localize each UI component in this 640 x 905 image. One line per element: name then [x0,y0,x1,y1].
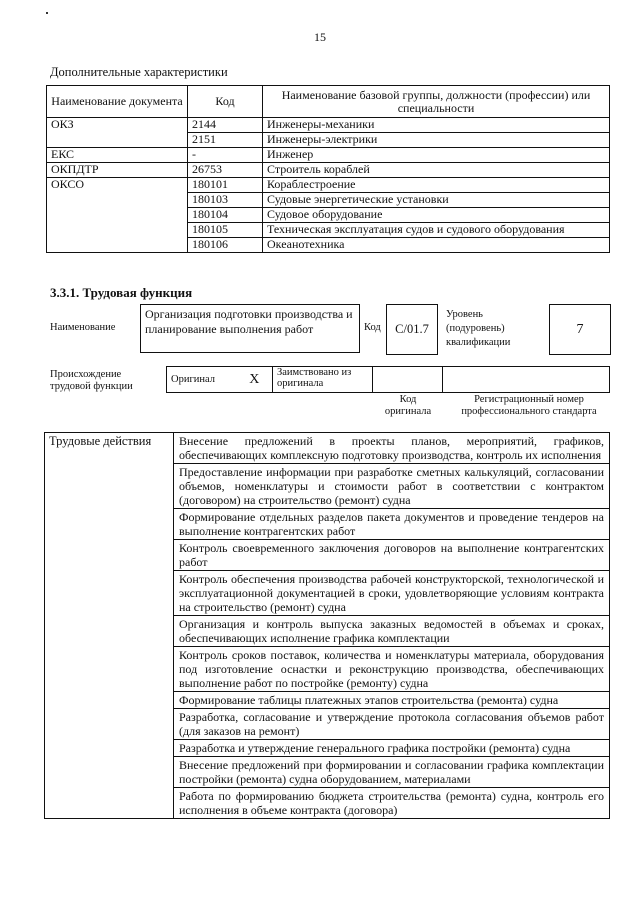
table-row [47,148,610,163]
cell-doc: ОКПДТР [47,163,188,178]
labor-action: Работа по формированию бюджета строительства (ремонта) судна, контроль его исполнения в объеме контракта (договора) [174,788,610,819]
cell-code: 180104 [188,208,263,223]
table-row [47,223,610,238]
registration-number-caption: Регистрационный номер профессионального стандарта [461,394,597,417]
labor-action: Разработка, согласование и утверждение протокола согласования объемов работ (для заказов на ремонт) [174,709,610,740]
cell-name: Техническая эксплуатация судов и судового оборудования [263,223,610,238]
cell-doc: ОКСО [47,178,188,193]
cell-code: - [188,148,263,163]
header-document: Наименование документа [47,86,188,118]
cell-code: 2151 [188,133,263,148]
cell-name: Судовое оборудование [263,208,610,223]
table-row [47,208,610,223]
cell-name: Кораблестроение [263,178,610,193]
cell-name: Строитель кораблей [263,163,610,178]
labor-action: Внесение предложений в проекты планов, мероприятий, графиков, обеспечивающих комплексную подготовку производства, контроль их исполнения [174,433,610,464]
labor-action: Контроль сроков поставок, количества и номенклатуры материала, оборудования под изготовление оснастки и реконструкцию производства, обеспечивающих выполнение работ по постройке (ремонту) судна [174,647,610,692]
cell-doc: ОКЗ [47,118,188,133]
labor-actions-table [44,432,610,819]
labor-action: Формирование таблицы платежных этапов строительства (ремонта) судна [174,692,610,709]
labor-actions-label: Трудовые действия [45,433,174,819]
function-name-value: Организация подготовки производства и планирование выполнения работ [140,304,360,353]
original-mark: X [237,367,273,393]
cell-code: 180103 [188,193,263,208]
qualification-level-value: 7 [549,304,611,355]
table-row [47,193,610,208]
cell-name: Инженер [263,148,610,163]
header-code: Код [188,86,263,118]
cell-code: 180101 [188,178,263,193]
registration-number-cell [443,367,610,393]
cell-name: Инженеры-механики [263,118,610,133]
table-header-row [47,86,610,118]
borrowed-label: Заимствовано из оригинала [273,367,373,393]
cell-code: 26753 [188,163,263,178]
cell-doc [47,238,188,253]
origin-table [166,366,610,393]
origin-label: Происхождение трудовой функции [50,369,133,392]
additional-characteristics-title: Дополнительные характеристики [50,65,228,79]
cell-doc: ЕКС [47,148,188,163]
cell-doc [47,193,188,208]
additional-characteristics-table [46,85,610,253]
original-code-cell [373,367,443,393]
function-code-value: С/01.7 [386,304,438,355]
page-number: 15 [314,30,326,44]
labor-action: Контроль своевременного заключения договоров на выполнение контрагентских работ [174,540,610,571]
scan-speck [46,12,48,14]
qualification-level-label: Уровень (подуровень) квалификации [446,309,511,348]
table-row [47,133,610,148]
table-row [47,118,610,133]
cell-name: Инженеры-электрики [263,133,610,148]
name-label: Наименование [50,322,116,333]
table-row [47,163,610,178]
table-row [47,178,610,193]
original-label: Оригинал [167,367,237,393]
labor-action: Предоставление информации при разработке сметных калькуляций, согласовании объемов, номенклатуры и стоимости работ в соответствии с контрактом (договором) на строительство (ремонт) судна [174,464,610,509]
cell-doc [47,133,188,148]
cell-code: 2144 [188,118,263,133]
original-code-caption: Код оригинала [384,394,432,417]
cell-code: 180106 [188,238,263,253]
cell-code: 180105 [188,223,263,238]
labor-action: Внесение предложений при формировании и согласовании графика комплектации постройки (ремонта) судна оборудованием, материалами [174,757,610,788]
table-row [47,238,610,253]
cell-doc [47,223,188,238]
code-label: Код [364,322,381,333]
labor-action: Разработка и утверждение генерального графика постройки (ремонта) судна [174,740,610,757]
labor-action: Формирование отдельных разделов пакета документов и проведение тендеров на выполнение контрагентских работ [174,509,610,540]
cell-doc [47,208,188,223]
cell-name: Судовые энергетические установки [263,193,610,208]
header-name: Наименование базовой группы, должности (профессии) или специальности [263,86,610,118]
labor-action: Организация и контроль выпуска заказных ведомостей в объемах и сроках, обеспечивающих исполнение графика комплектации [174,616,610,647]
table-row [45,433,610,464]
section-title: 3.3.1. Трудовая функция [50,285,193,300]
cell-name: Океанотехника [263,238,610,253]
labor-action: Контроль обеспечения производства рабочей конструкторской, технологической и эксплуатационной документацией в сроки, удовлетворяющие условиям контракта на строительство (ремонт) судна [174,571,610,616]
